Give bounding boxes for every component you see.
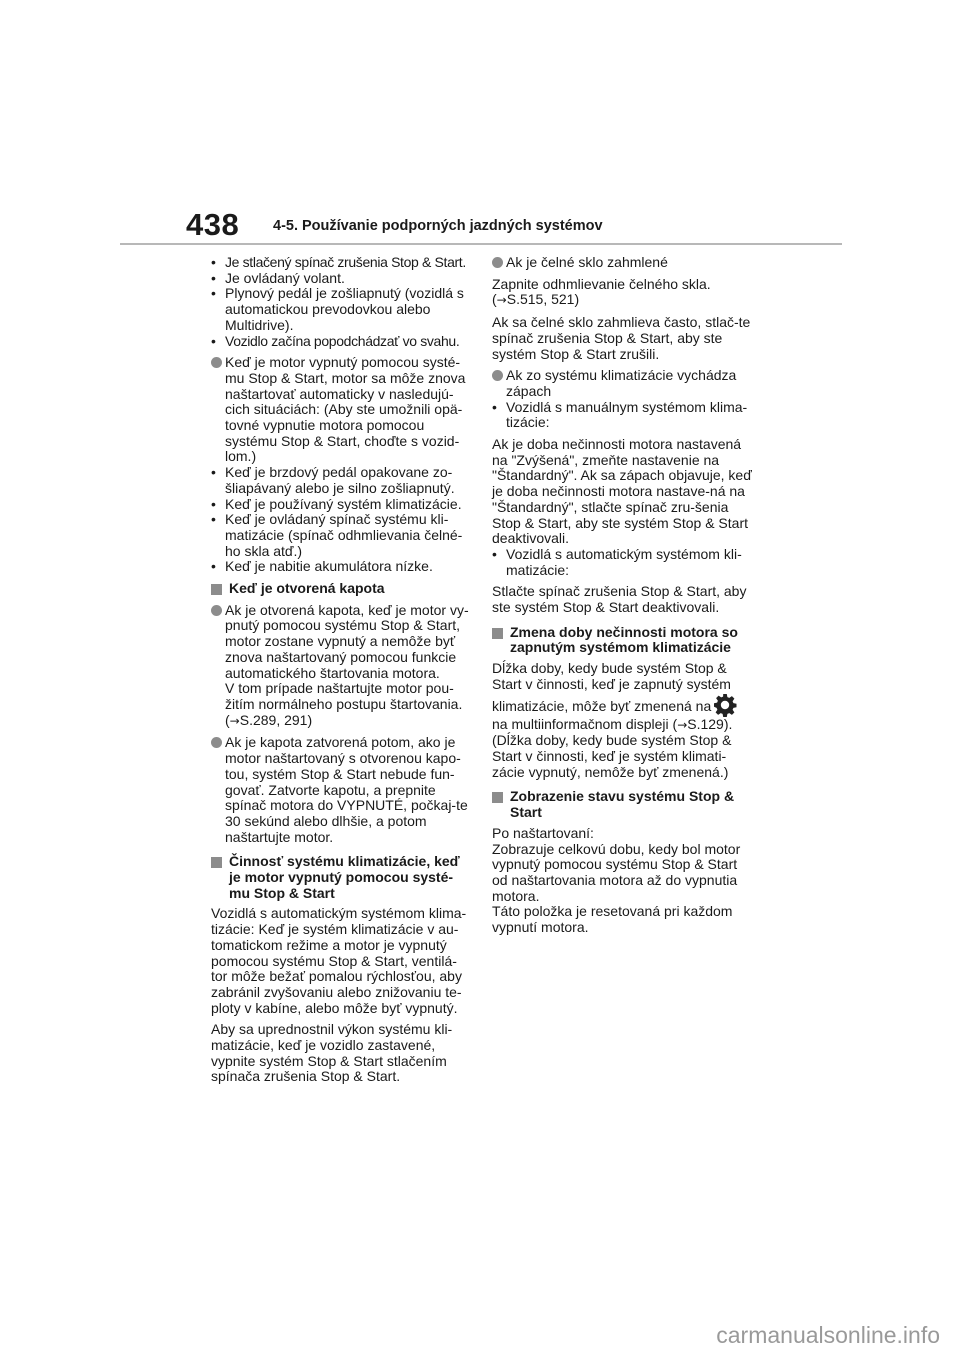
right-column <box>492 255 754 936</box>
page-reference: S.129). <box>687 715 733 732</box>
list-item: • Je ovládaný volant. <box>211 269 345 286</box>
arrow-icon: → <box>496 293 507 308</box>
section-heading: Činnosť systému klimatizácie, keď je motor vypnutý pomocou systé-mu Stop & Start <box>211 854 471 901</box>
left-column <box>211 255 471 1085</box>
section-heading: Keď je otvorená kapota <box>211 581 471 597</box>
paragraph: Ak sa čelné sklo zahmlieva často, stlač-te spínač zrušenia Stop & Start, aby ste systém Stop & Start zrušili. <box>492 314 751 362</box>
page-number: 438 <box>186 207 240 242</box>
circle-bullet-item: Keď je motor vypnutý pomocou systé-mu Stop & Start, motor sa môže znova naštartovať automaticky v nasledujú-cich situáciách: (Aby ste umožnili opä-tovné vypnutie motora pomocou systému Stop & Start, choďte s vozid-lom.) <box>211 355 471 465</box>
circle-bullet-icon <box>211 357 222 368</box>
list-item: • Je stlačený spínač zrušenia Stop & Start. <box>211 254 466 270</box>
paragraph: Aby sa uprednostnil výkon systému kli-matizácie, keď je vozidlo zastavené, vypnite systém Stop & Start stlačením spínača zrušenia Stop & Start. <box>211 1021 453 1085</box>
page-reference: S.289, 291) <box>239 711 313 728</box>
section-heading: Zobrazenie stavu systému Stop & Start <box>492 789 754 820</box>
circle-bullet-item: Ak je čelné sklo zahmlené <box>492 255 754 271</box>
square-bullet-icon <box>211 584 222 595</box>
list-item: • Vozidlá s manuálnym systémom klima-tizácie: <box>492 398 748 431</box>
watermark: carmanualsonline.info <box>716 1322 940 1348</box>
square-bullet-icon <box>492 792 503 803</box>
list-item: • Vozidlá s automatickým systémom kli-matizácie: <box>492 545 742 578</box>
circle-bullet-item: Ak je otvorená kapota, keď je motor vy-pnutý pomocou systému Stop & Start, motor zostane vypnutý a nemôže byť znova naštartovaný pomocou funkcie automatického štartovania motora. V tom prípade naštartujte motor pou-žitím normálneho postupu štartovania. (→S.289, 291) <box>211 603 471 730</box>
list-item: • Plynový pedál je zošliapnutý (vozidlá s automatickou prevodovkou alebo Multidrive). <box>211 285 464 333</box>
square-bullet-icon <box>211 857 222 868</box>
section-heading: Zmena doby nečinnosti motora so zapnutým systémom klimatizácie <box>492 625 754 656</box>
paragraph: Zapnite odhmlievanie čelného skla. (→S.515, 521) <box>492 275 711 308</box>
list-item: • Keď je brzdový pedál opakovane zo-šliapávaný alebo je silno zošliapnutý. <box>211 464 455 496</box>
list-item: • Vozidlo začína popodchádzať vo svahu. <box>211 332 460 349</box>
circle-bullet-icon <box>492 370 503 381</box>
paragraph: Ak je doba nečinnosti motora nastavená na "Zvýšená", zmeňte nastavenie na "Štandardný". Ak sa zápach objavuje, keď je doba nečinnosti motora nastave-ná na "Štandardný", stlačte spínač zru-šenia Stop & Start, aby ste systém Stop & Start deaktivovali. <box>492 436 752 547</box>
square-bullet-icon <box>492 628 503 639</box>
circle-bullet-item: Ak zo systému klimatizácie vychádza zápach <box>492 368 754 399</box>
circle-bullet-icon <box>211 737 222 748</box>
circle-bullet-icon <box>211 605 222 616</box>
arrow-icon: → <box>677 717 688 732</box>
circle-bullet-icon <box>492 257 503 268</box>
list-item: • Keď je používaný systém klimatizácie. <box>211 495 462 512</box>
paragraph: Dĺžka doby, kedy bude systém Stop & Start v činnosti, keď je zapnutý systém klimatizácie, môže byť zmenená na na multiinformačnom displeji (→S.129). (Dĺžka doby, kedy bude systém Stop & Start v činnosti, keď je systém klimati-zácie vypnutý, nemôže byť zmenená.) <box>492 661 754 780</box>
paragraph: Vozidlá s automatickým systémom klima-tizácie: Keď je systém klimatizácie v au-tomatickom režime a motor je vypnutý pomocou systému Stop & Start, ventilá-tor môže bežať pomalou rýchlosťou, aby zabránil zvyšovaniu alebo znižovaniu te-ploty v kabíne, alebo môže byť vypnutý. <box>211 905 467 1016</box>
list-item: • Keď je ovládaný spínač systému kli-matizácie (spínač odhmlievania čelné-ho skla atď.) <box>211 511 463 559</box>
paragraph: Stlačte spínač zrušenia Stop & Start, aby ste systém Stop & Start deaktivovali. <box>492 583 747 616</box>
gear-icon <box>713 693 737 717</box>
section-title: 4-5. Používanie podporných jazdných systémov <box>273 218 603 234</box>
page-reference: S.515, 521) <box>506 291 580 308</box>
list-item: • Keď je nabitie akumulátora nízke. <box>211 558 433 575</box>
arrow-icon: → <box>229 713 240 728</box>
header-divider <box>120 243 842 245</box>
circle-bullet-item: Ak je kapota zatvorená potom, ako je motor naštartovaný s otvorenou kapo-tou, systém Stop & Start nebude fun-govať. Zatvorte kapotu, a prepnite spínač motora do VYPNUTÉ, počkaj-te 30 sekúnd alebo dlhšie, a potom naštartujte motor. <box>211 735 471 845</box>
paragraph: Po naštartovaní: Zobrazuje celkovú dobu, kedy bol motor vypnutý pomocou systému Stop & Start od naštartovania motora až do vypnutia motora. Táto položka je resetovaná pri každom vypnutí motora. <box>492 824 741 936</box>
